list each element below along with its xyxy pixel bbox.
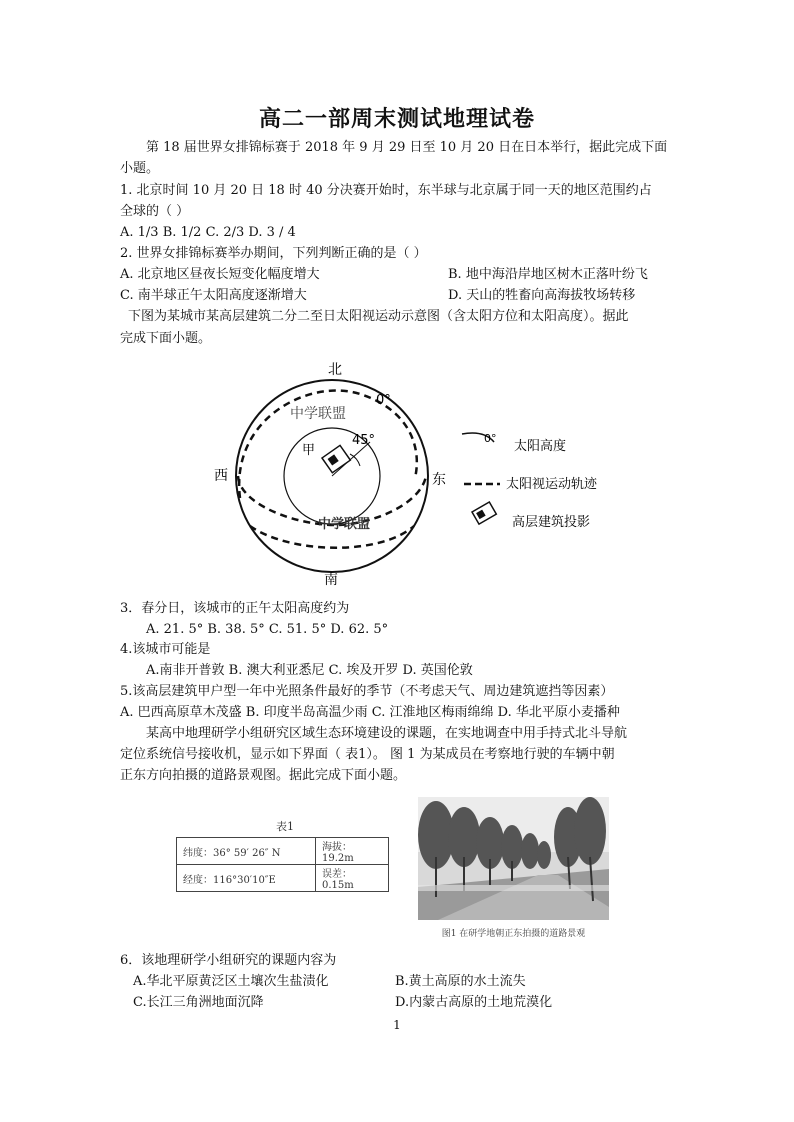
q1-options: A. 1/3 B. 1/2 C. 2/3 D. 3 / 4: [120, 225, 296, 240]
q4-options: A.南非开普敦 B. 澳大利亚悉尼 C. 埃及开罗 D. 英国伦敦: [146, 663, 473, 678]
direction-north: 北: [328, 362, 342, 378]
watermark-bottom: 中学联盟: [318, 517, 371, 532]
sun-path-diagram: [200, 358, 630, 590]
legend-shadow-symbol: [472, 502, 496, 524]
zero-degree-label: 0°: [376, 393, 391, 408]
watermark-top: 中学联盟: [290, 406, 346, 422]
intro3-line3: 正东方向拍摄的道路景观图。据此完成下面小题。: [120, 768, 407, 783]
q1-stem-line2: 全球的（ ）: [120, 204, 190, 219]
q2-option-c: C. 南半球正午太阳高度逐渐增大: [120, 288, 307, 303]
intro3-line2: 定位系统信号接收机，显示如下界面（ 表1）。 图 1 为某成员在考察地行驶的车辆中朝: [120, 747, 615, 762]
intro1-line2: 小题。: [120, 161, 160, 176]
q2-option-d: D. 天山的牲畜向高海拔牧场转移: [448, 288, 636, 303]
latitude-cell: 纬度：36° 59′ 26″ N: [177, 838, 316, 865]
direction-south: 南: [324, 572, 338, 588]
legend-shadow-label: 高层建筑投影: [512, 515, 591, 530]
intro1-line1: 第 18 届世界女排锦标赛于 2018 年 9 月 29 日至 10 月 20 日在日本举行，据此完成下面: [146, 140, 668, 155]
building-shadow-shape: [322, 445, 350, 472]
q3-options: A. 21. 5° B. 38. 5° C. 51. 5° D. 62. 5°: [146, 622, 389, 637]
road-landscape-photo: [418, 797, 609, 920]
gps-table: [176, 837, 389, 892]
longitude-cell: 经度：116°30′10″E: [177, 865, 316, 892]
q6-option-a: A.华北平原黄泛区土壤次生盐渍化: [133, 974, 329, 989]
altitude-cell: 海拔：19.2m: [316, 838, 389, 865]
intro3-line1: 某高中地理研学小组研究区域生态环境建设的课题，在实地调查中用手持式北斗导航: [146, 726, 628, 741]
q4-stem: 4.该城市可能是: [120, 642, 211, 657]
q6-option-c: C.长江三角洲地面沉降: [133, 995, 264, 1010]
error-cell: 误差：0.15m: [316, 865, 389, 892]
angle-45-label: 45°: [352, 433, 376, 448]
intro2-line2: 完成下面小题。: [120, 331, 212, 346]
q3-stem: 3．春分日，该城市的正午太阳高度约为: [120, 601, 350, 616]
photo-caption: 图1 在研学地朝正东拍摄的道路景观: [441, 929, 586, 939]
q6-option-d: D.内蒙古高原的土地荒漠化: [395, 995, 553, 1010]
table-caption: 表1: [276, 820, 294, 833]
q5-options: A. 巴西高原草木茂盛 B. 印度半岛高温少雨 C. 江淮地区梅雨绵绵 D. 华北平原小麦播种: [120, 705, 620, 720]
direction-west: 西: [214, 468, 228, 484]
intro2-line1: 下图为某城市某高层建筑二分二至日太阳视运动示意图（含太阳方位和太阳高度）。据此: [128, 309, 629, 324]
jia-label: 甲: [302, 443, 316, 458]
page-number: 1: [393, 1018, 401, 1032]
q6-option-b: B.黄土高原的水土流失: [395, 974, 526, 989]
page-title: 高二一部周末测试地理试卷: [258, 106, 535, 132]
legend-track-label: 太阳视运动轨迹: [506, 477, 598, 492]
direction-east: 东: [432, 472, 446, 488]
q6-stem: 6．该地理研学小组研究的课题内容为: [120, 953, 337, 968]
q5-stem: 5.该高层建筑甲户型一年中光照条件最好的季节（不考虑天气、周边建筑遮挡等因素）: [120, 684, 614, 699]
q2-option-a: A. 北京地区昼夜长短变化幅度增大: [120, 267, 320, 282]
q1-stem-line1: 1. 北京时间 10 月 20 日 18 时 40 分决赛开始时，东半球与北京属于同一天的地区范围约占: [120, 183, 652, 198]
q2-option-b: B. 地中海沿岸地区树木正落叶纷飞: [448, 267, 648, 282]
q2-stem: 2. 世界女排锦标赛举办期间，下列判断正确的是（ ）: [120, 246, 427, 261]
legend-height-label: 太阳高度: [514, 439, 567, 454]
legend-zero-label: 0°: [484, 432, 497, 445]
